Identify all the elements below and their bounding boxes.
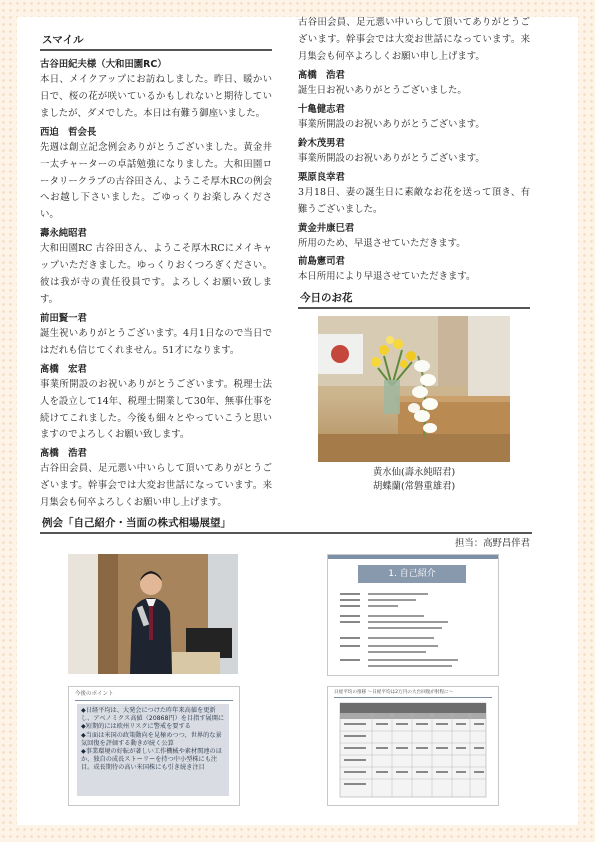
flower-caption-line2: 胡蝶蘭(常磐重雄君) [372,481,456,492]
points-slide [68,686,240,806]
intro-slide-title: 1. 自己紹介 [388,569,436,579]
point-item: ◆当面は米国の政策動向を見極めつつ、世界的な景気回復を評価する動きが続く公算 [81,731,222,747]
smile-entry-text: 事業所開設のお祝いありがとうございます。 [298,118,485,130]
smile-entry-name: 黄金井康巳君 [298,222,355,234]
smile-entry-text: 誕生祝いありがとうございます。4月1日なので当日ではだれも信じてくれません。51才になります。 [40,327,272,356]
smile-continuation [298,17,530,66]
point-item: ◆事業環境の好転が著しい工作機械や素材関連のほか、独自の成長ストーリーを持つ中小型株にも注目。成長期待の高い米国株にも引き続き注目 [81,748,222,772]
speaker-illustration [68,554,238,674]
smile-entry-name: 前田賢一君 [40,312,87,324]
chart-slide [327,686,499,806]
smile-entry-text: 本日、メイクアップにお訪ねしました。昨日、暖かい日で、桜の花が咲いているかもしれないと期待していましたが、ダメでした。本日は有難う御座いました。 [40,74,272,119]
flower-photo [318,316,510,462]
smile-entry-name: 髙橋 宏君 [40,363,87,375]
smile-entry-text: 誕生日お祝いありがとうございました。 [298,85,467,96]
smile-entry-name: 髙橋 浩君 [40,448,87,460]
smile-entry-name: 十亀健志君 [298,103,345,115]
smile-entry-name: 髙橋 浩君 [298,70,345,81]
smile-entry-text-continued: 古谷田会員、足元悪い中いらして頂いてありがとうございます。幹事会では大変お世話になっています。来月集会も何卒よろしくお願い申し上げます。 [298,17,530,62]
smile-column [40,32,272,509]
smile-entry-name: 西迫 哲会長 [40,126,97,138]
intro-slide [327,554,499,676]
smile-entry-text: 3月18日、妻の誕生日に素敵なお花を送って頂き、有難うございました。 [298,186,530,215]
reikai-heading: 例会「自己紹介・当面の株式相場展望」 [40,515,532,534]
flower-caption [318,466,510,494]
smile-entry-text: 古谷田会員、足元悪い中いらして頂いてありがとうございます。幹事会では大変お世話になっています。来月集会も何卒よろしくお願い申し上げます。 [40,463,272,509]
points-slide-rule [75,700,233,701]
chart-slide-graphic [328,687,498,805]
smile-entry-name: 栗原良幸君 [298,171,345,183]
flower-heading: 今日のお花 [298,290,530,309]
flower-illustration [318,316,510,462]
smile-entry-text: 事業所開設のお祝いありがとうございます。税理士法人を設立して14年、税理士開業して30年、無事仕事を続けてこれました。今後も細々とやっていこうと思いますのでよろしくお願い致します。 [40,378,272,441]
chart-slide-title: 日経平均の推移 ～日経平均は2万円の大台回復が射程に～ [334,690,454,695]
smile-entry-text: 先週は創立記念例会ありがとうございました。黄金井一太チャーターの卓話勉強になりました。大和田園ロータリークラブの古谷田さん、ようこそ厚木RCの例会へお越し下さいました。ごゆっくりお楽しみください。 [40,141,272,221]
smile-heading: スマイル [40,32,272,51]
speaker-photo [68,554,238,674]
flower-caption-line1: 黄水仙(壽永純昭君) [372,467,456,478]
smile-entry-text: 大和田園RC 古谷田さん、ようこそ厚木RCにメイキャップいただきました。ゆっくりおくつろぎください。彼は我が寺の責任役員です。よろしくお願い致します。 [40,243,272,305]
smile-entry-name: 鈴木茂男君 [298,137,345,149]
point-item: ◆日経平均は、大発会につけた昨年来高値を更新し、アベノミクス高値（20868円）を目指す展開に [81,707,225,723]
smile-entry-text: 本日所用により早退させていただきます。 [298,271,476,283]
points-slide-title: 今後のポイント [75,691,114,697]
points-slide-body [77,704,229,796]
smile-entry-name: 古谷田紀夫様（大和田園RC） [40,59,167,70]
smile-entry-name: 前島憲司君 [298,256,345,268]
smile-column-continued [298,17,530,315]
point-item: ◆短期的には欧州リスクに警戒を要する [81,723,191,731]
reikai-tanto: 担当：高野昌伴君 [454,538,530,549]
smile-entry-text: 所用のため、早退させていただきます。 [298,237,466,249]
smile-entry-name: 壽永純昭君 [40,228,87,240]
smile-entry-text: 事業所開設のお祝いありがとうございます。 [298,152,485,164]
